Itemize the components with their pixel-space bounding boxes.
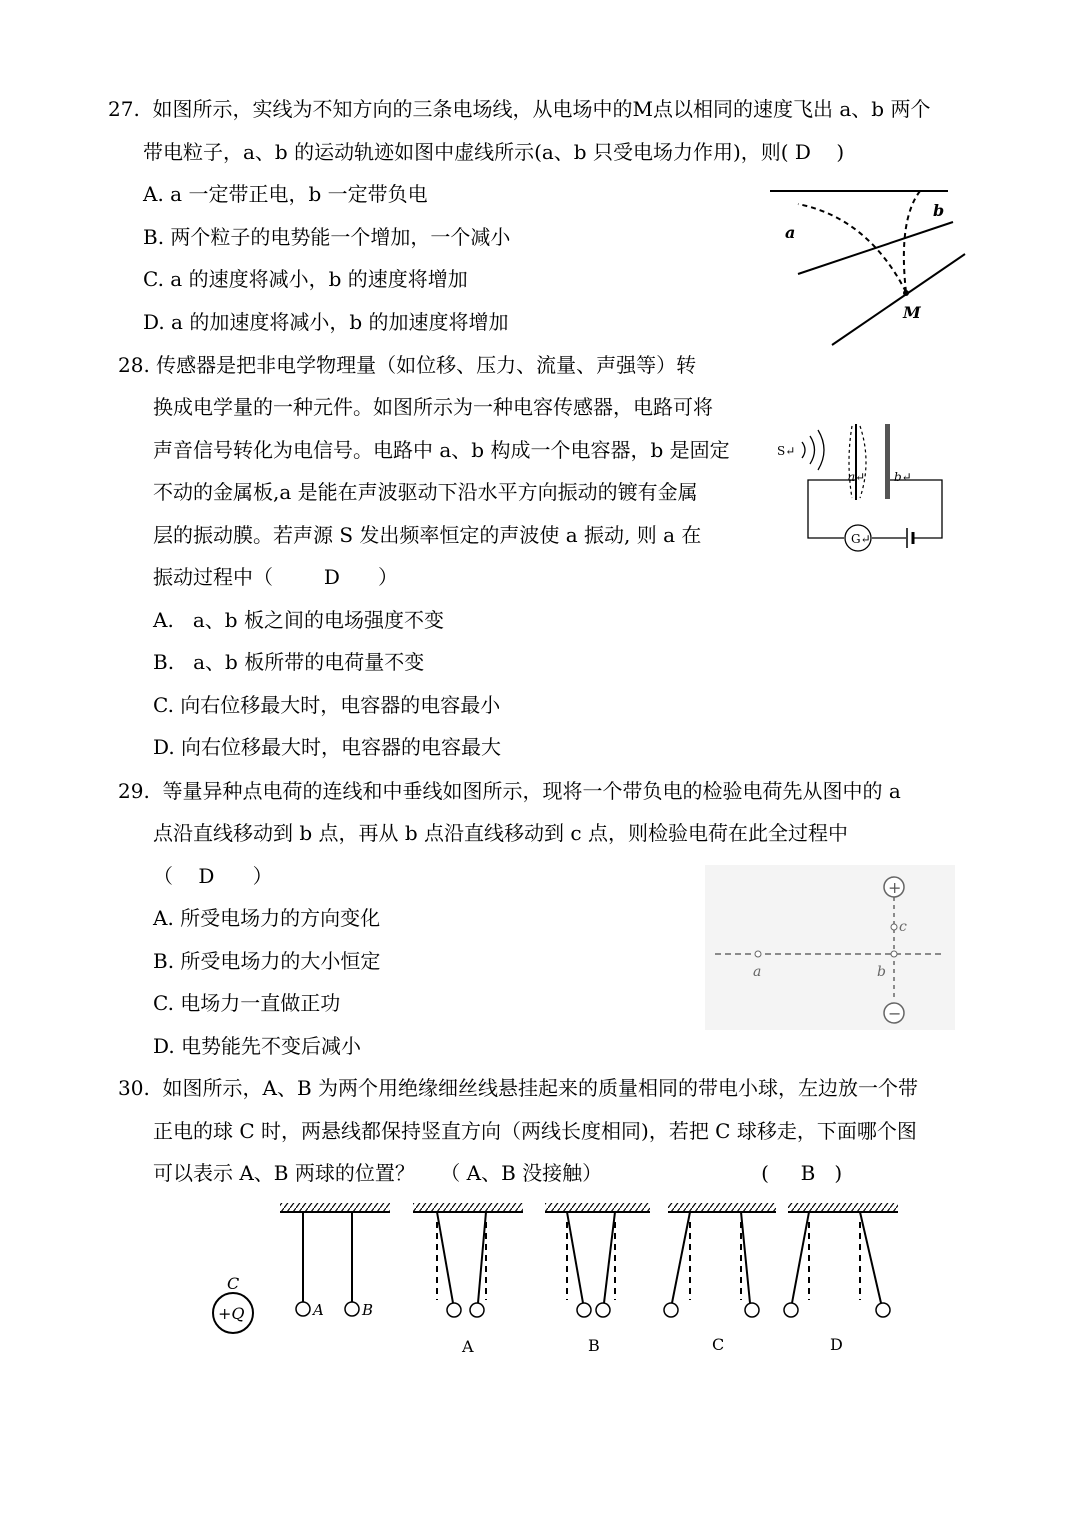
q29-dipole-figure bbox=[705, 865, 955, 1030]
q28-line6: 振动过程中（ D ） bbox=[153, 565, 399, 589]
q30-choice-c-label: C bbox=[712, 1335, 725, 1354]
q30-choice-a-label: A bbox=[462, 1337, 474, 1356]
q28-option-d: D. 向右位移最大时，电容器的电容最大 bbox=[153, 735, 502, 759]
q30-label-ball-a: A bbox=[313, 1301, 324, 1319]
q27-stem-line1: 27. 如图所示，实线为不知方向的三条电场线，从电场中的M点以相同的速度飞出 a、b 两个 bbox=[108, 97, 931, 121]
q27-option-a: A. a 一定带正电，b 一定带负电 bbox=[143, 182, 428, 206]
q28-label-s: S↵ bbox=[777, 444, 796, 458]
q29-stem-line1: 29. 等量异种点电荷的连线和中垂线如图所示，现将一个带负电的检验电荷先从图中的 a bbox=[118, 779, 901, 803]
q29-label-b: b bbox=[877, 964, 886, 980]
q28-option-b: B. a、b 板所带的电荷量不变 bbox=[153, 650, 425, 674]
q29-plus-sign: + bbox=[888, 878, 902, 897]
q30-label-ball-b: B bbox=[362, 1301, 374, 1319]
q28-line3: 声音信号转化为电信号。电路中 a、b 构成一个电容器，b 是固定 bbox=[153, 438, 730, 462]
q29-stem-line3: （ D ） bbox=[153, 864, 273, 888]
q27-label-a: a bbox=[785, 223, 796, 242]
q29-minus-sign: − bbox=[888, 1004, 902, 1023]
q28-option-c: C. 向右位移最大时，电容器的电容最小 bbox=[153, 693, 501, 717]
q28-option-a: A. a、b 板之间的电场强度不变 bbox=[153, 608, 444, 632]
q28-line4: 不动的金属板,a 是能在声波驱动下沿水平方向振动的镀有金属 bbox=[153, 480, 698, 504]
q29-stem-line2: 点沿直线移动到 b 点，再从 b 点沿直线移动到 c 点，则检验电荷在此全过程中 bbox=[153, 821, 848, 845]
q27-field-line-figure bbox=[760, 180, 980, 355]
q30-choice-d-label: D bbox=[830, 1335, 843, 1354]
q29-option-c: C. 电场力一直做正功 bbox=[153, 991, 341, 1015]
q28-label-b: b↵ bbox=[894, 470, 912, 484]
q28-line1: 28. 传感器是把非电学物理量（如位移、压力、流量、声强等）转 bbox=[118, 353, 697, 377]
q29-label-a: a bbox=[753, 964, 762, 980]
q28-line2: 换成电学量的一种元件。如图所示为一种电容传感器，电路可将 bbox=[153, 395, 713, 419]
q27-label-b: b bbox=[933, 201, 945, 220]
q28-capacitor-sensor-figure bbox=[772, 418, 952, 558]
q27-label-m: M bbox=[903, 303, 921, 322]
q27-option-b: B. 两个粒子的电势能一个增加，一个减小 bbox=[143, 225, 511, 249]
q28-label-g: G↵ bbox=[851, 532, 871, 546]
q30-stem-line2: 正电的球 C 时，两悬线都保持竖直方向（两线长度相同)，若把 C 球移走，下面哪个图 bbox=[153, 1119, 917, 1143]
q29-option-d: D. 电势能先不变后减小 bbox=[153, 1034, 362, 1058]
q27-option-c: C. a 的速度将减小，b 的速度将增加 bbox=[143, 267, 468, 291]
q29-label-c: c bbox=[899, 919, 907, 935]
q29-option-a: A. 所受电场力的方向变化 bbox=[153, 906, 381, 930]
q30-stem-line1: 30. 如图所示，A、B 为两个用绝缘细丝线悬挂起来的质量相同的带电小球，左边放一个带 bbox=[118, 1076, 919, 1100]
q29-option-b: B. 所受电场力的大小恒定 bbox=[153, 949, 381, 973]
q30-label-c: C bbox=[227, 1274, 240, 1293]
q30-label-plus-q: +Q bbox=[218, 1304, 245, 1323]
q30-stem-line3: 可以表示 A、B 两球的位置？ （ A、B 没接触） ( B ) bbox=[153, 1161, 843, 1185]
q30-choice-b-label: B bbox=[588, 1336, 600, 1355]
q30-pendulum-figure bbox=[200, 1200, 920, 1360]
q27-option-d: D. a 的加速度将减小，b 的加速度将增加 bbox=[143, 310, 509, 334]
q28-line5: 层的振动膜。若声源 S 发出频率恒定的声波使 a 振动, 则 a 在 bbox=[153, 523, 702, 547]
q27-stem-line2: 带电粒子，a、b 的运动轨迹如图中虚线所示(a、b 只受电场力作用)，则( D ) bbox=[143, 140, 845, 164]
q28-label-a: a↵ bbox=[848, 470, 866, 484]
